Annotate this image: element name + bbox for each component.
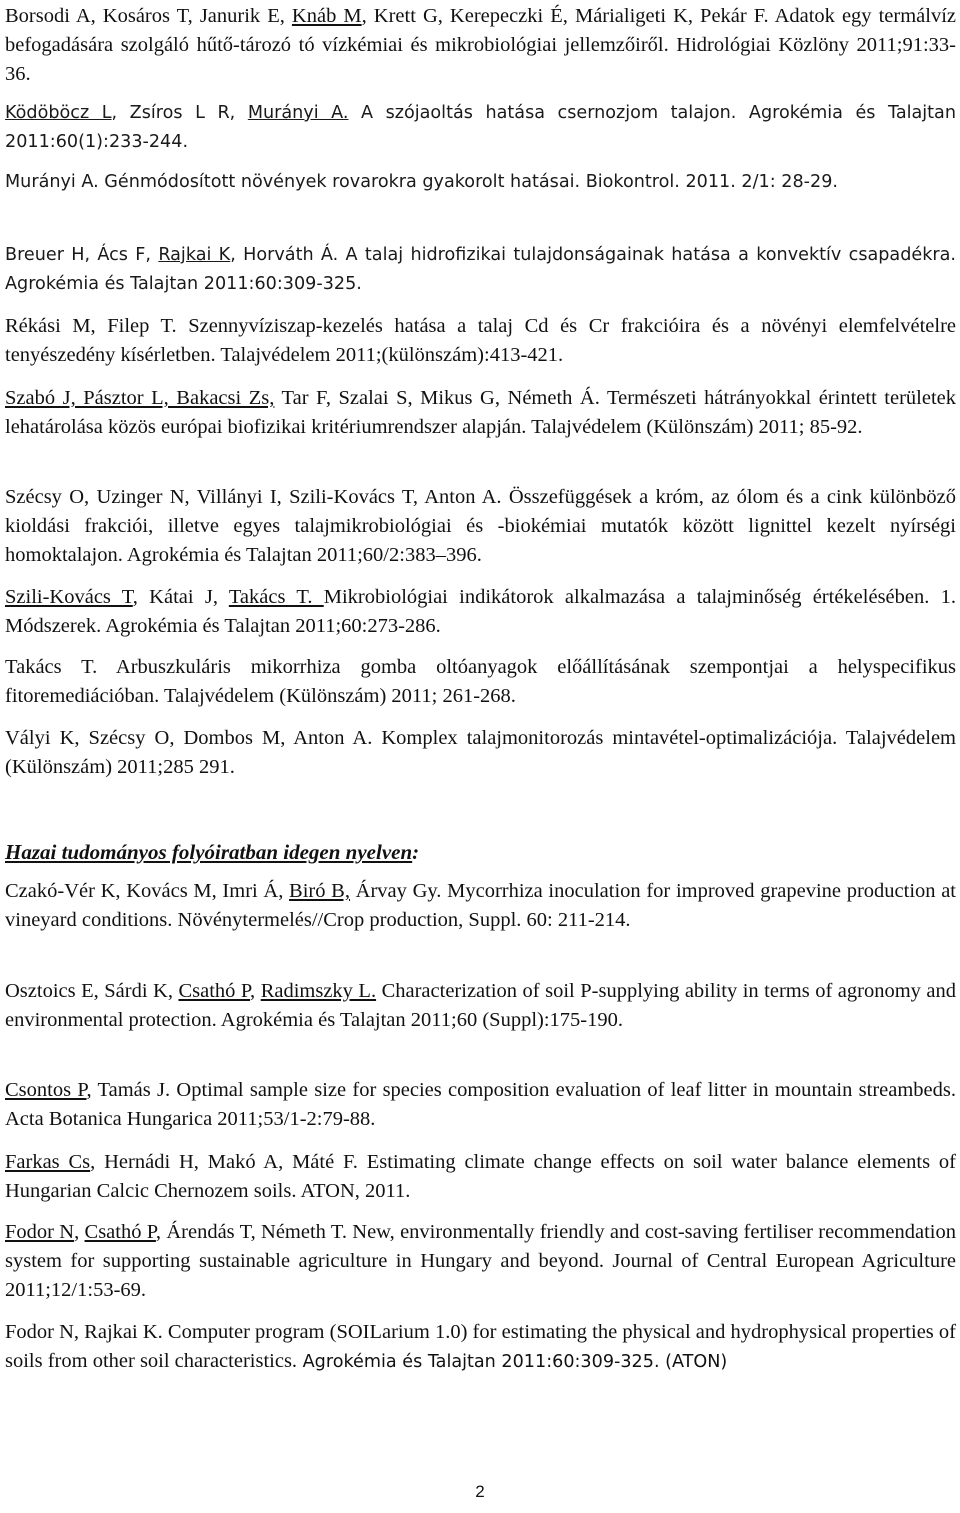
reference-breuer [5, 241, 956, 299]
section-heading-colon: : [412, 840, 420, 864]
reference-text: Murányi A. Génmódosított növények rovarokra gyakorolt hatásai. Biokontrol. 2011. 2/1: 28-29. [5, 172, 838, 192]
reference-text: Osztoics E, Sárdi K, [5, 980, 179, 1002]
author-underlined: Csathó P [178, 980, 251, 1002]
reference-text: Agrokémia és Talajtan 2011:60:309-325. (ATON) [297, 1352, 728, 1372]
reference-szecsy [5, 483, 956, 570]
reference-text: Breuer H, Ács F, [5, 245, 159, 265]
reference-szabo [5, 384, 956, 442]
reference-text: Fodor N, Rajkai K. Computer program (SOILarium 1.0) for estimating the physical and hydrophysical properties of soils from other soil characteristics. [5, 1321, 956, 1372]
reference-szili-kovacs [5, 583, 956, 641]
author-underlined: Fodor N [5, 1221, 75, 1243]
reference-text: Characterization of soil P-supplying ability in terms of agronomy and environmental protection. Agrokémia és Talajtan 2011;60 (Suppl):175-190. [5, 980, 957, 1031]
reference-text: Takács T. Arbuszkuláris mikorrhiza gomba oltóanyagok előállításának szempontjai a helyspecifikus fitoremediációban. Talajvédelem (Különszám) 2011; 261-268. [5, 656, 956, 707]
author-underlined: Ködöböcz L [5, 103, 112, 123]
author-underlined: Csathó P [84, 1221, 156, 1243]
reference-farkas [5, 1148, 956, 1206]
reference-text: Mikrobiológiai indikátorok alkalmazása a talajminőség értékelésében. 1. Módszerek. Agrokémia és Talajtan 2011;60:273-286. [5, 586, 957, 637]
reference-text: Tar F, Szalai S, Mikus G, Németh Á. Természeti hátrányokkal érintett területek lehatárolása közös európai biofizikai kritériumrendszer alapján. Talajvédelem (Különszám) 2011; 85-92. [5, 387, 957, 438]
page-number: 2 [475, 1482, 485, 1501]
reference-text: Czakó-Vér K, Kovács M, Imri Á, [5, 880, 290, 902]
reference-fodor-rajkai [5, 1318, 956, 1377]
author-underlined: Takács T. [228, 586, 324, 608]
reference-text: Árvay Gy. Mycorrhiza inoculation for improved grapevine production at vineyard conditions. Növénytermelés//Crop production, Suppl. 60: 211-214. [5, 880, 956, 931]
reference-text: , [250, 980, 261, 1002]
reference-takacs [5, 653, 956, 711]
reference-rekasi [5, 312, 956, 370]
reference-valyi [5, 724, 956, 782]
reference-text: Vályi K, Szécsy O, Dombos M, Anton A. Komplex talajmonitorozás mintavétel-optimalizációja. Talajvédelem (Különszám) 2011;285 291. [5, 727, 956, 778]
reference-csontos [5, 1076, 956, 1134]
reference-text: , Zsíros L R, [111, 103, 248, 123]
author-underlined: Szabó J, Pásztor L, Bakacsi Zs, [5, 387, 275, 409]
reference-text: , [74, 1221, 85, 1243]
reference-text: Szécsy O, Uzinger N, Villányi I, Szili-Kovács T, Anton A. Összefüggések a króm, az ólom és a cink különböző kioldási frakciói, illetve egyes talajmikrobiológiai és -biokémiai mutatók között lignittel kezelt nyírségi homoktalajon. Agrokémia és Talajtan 2011;60/2:383–396. [5, 486, 956, 566]
reference-text: , Tamás J. Optimal sample size for species composition evaluation of leaf litter in mountain streambeds. Acta Botanica Hungarica 2011;53/1-2:79-88. [5, 1079, 956, 1130]
author-underlined: Murányi A. [247, 103, 349, 123]
reference-text: , Hernádi H, Makó A, Máté F. Estimating climate change effects on soil water balance elements of Hungarian Calcic Chernozem soils. ATON, 2011. [5, 1151, 956, 1202]
author-underlined: Csontos P [5, 1079, 87, 1101]
author-underlined: Radimszky L. [260, 980, 377, 1002]
reference-text: , Krett G, Kerepeczki É, Márialigeti K, Pekár F. Adatok egy termálvíz befogadására szolgáló hűtő-tározó tó vízkémiai és mikrobiológiai jellemzőiről. Hidrológiai Közlöny 2011;91:33-36. [5, 5, 957, 85]
reference-text: , Kátai J, [132, 586, 229, 608]
author-underlined: Farkas Cs [5, 1151, 91, 1173]
reference-kodoboecz [5, 99, 956, 157]
section-heading [5, 838, 956, 867]
reference-text: A szójaoltás hatása csernozjom talajon. Agrokémia és Talajtan 2011:60(1):233-244. [5, 103, 956, 152]
author-underlined: Knáb M [291, 5, 362, 27]
author-underlined: Szili-Kovács T [5, 586, 133, 608]
reference-text: , Horváth Á. A talaj hidrofizikai tulajdonságainak hatása a konvektív csapadékra. Agrokémia és Talajtan 2011:60:309-325. [5, 245, 957, 294]
reference-muranyi [5, 168, 956, 197]
reference-text: Borsodi A, Kosáros T, Janurik E, [5, 5, 292, 27]
reference-czako-ver [5, 877, 956, 935]
author-underlined: Rajkai K [158, 245, 231, 265]
reference-text: , Árendás T, Németh T. New, environmentally friendly and cost-saving fertiliser recommendation system for supporting sustainable agriculture in Hungary and beyond. Journal of Central European Agriculture 2011;12/1:53-69. [5, 1221, 957, 1301]
reference-text: Rékási M, Filep T. Szennyvíziszap-kezelés hatása a talaj Cd és Cr frakcióira és a növényi elemfelvételre tenyészedény kísérletben. Talajvédelem 2011;(különszám):413-421. [5, 315, 956, 366]
author-underlined: Biró B, [289, 880, 350, 902]
reference-borsodi [5, 2, 956, 89]
reference-fodor-csatho [5, 1218, 956, 1305]
reference-osztoics [5, 977, 956, 1035]
section-heading-label: Hazai tudományos folyóiratban idegen nyelven [5, 840, 413, 864]
